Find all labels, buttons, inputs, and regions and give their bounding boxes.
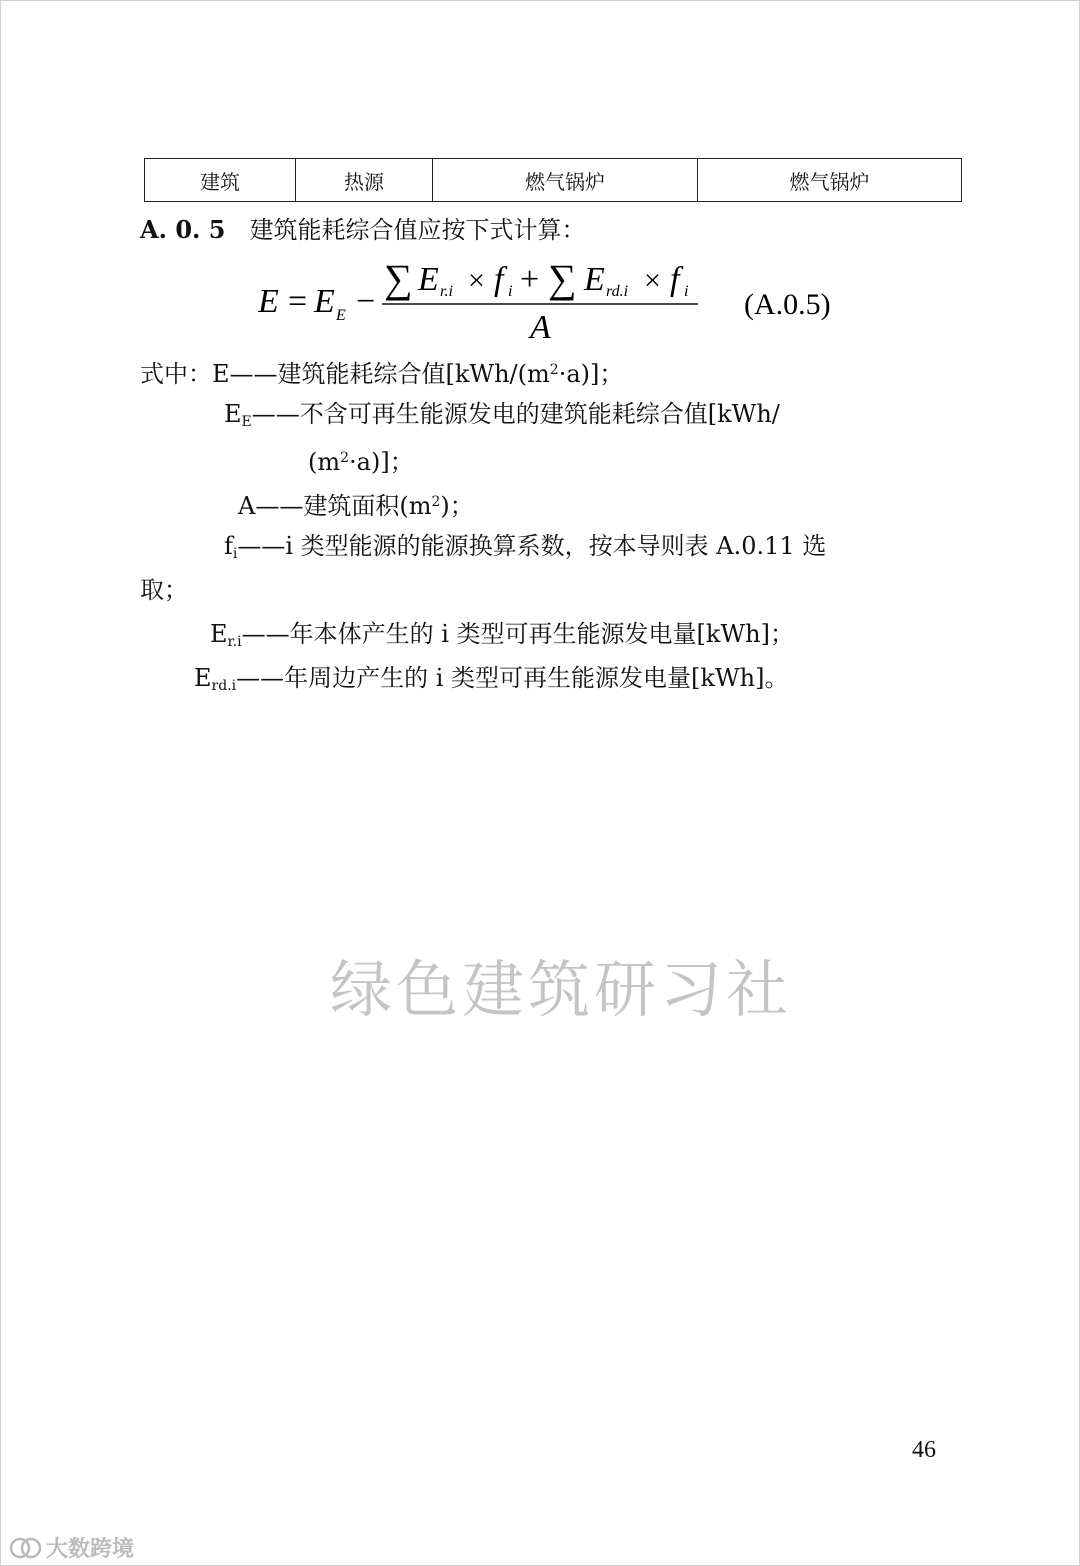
definition-EE-continued xyxy=(308,440,414,480)
formula-equals: = xyxy=(288,283,308,320)
definition-text: (m xyxy=(308,448,341,476)
formula-EE: E xyxy=(314,283,335,320)
definition-tail: )； xyxy=(440,492,474,520)
formula-f-1-sub: i xyxy=(508,283,513,300)
subscript: E xyxy=(241,414,252,430)
formula-f-2-sub: i xyxy=(684,283,689,300)
definition-text: ——不含可再生能源发电的建筑能耗综合值[kWh/ xyxy=(251,400,780,428)
definition-text: ——建筑面积(m xyxy=(255,492,432,520)
formula-A05 xyxy=(258,250,858,350)
definition-E xyxy=(140,352,623,392)
symbol-A: A xyxy=(238,492,256,520)
subscript: r.i xyxy=(227,634,242,650)
formula-denominator: A xyxy=(530,309,551,346)
definition-tail: ·a)]； xyxy=(558,360,624,388)
formula-Eri-sub: r.i xyxy=(440,283,453,300)
definition-fi-continued xyxy=(140,572,188,608)
definition-text: ——年周边产生的 i 类型可再生能源发电量[kWh]。 xyxy=(236,664,789,692)
definition-text: ——建筑能耗综合值[kWh/(m xyxy=(229,360,550,388)
formula-times-1: × xyxy=(468,264,485,297)
table-row xyxy=(145,159,962,202)
table-cell: 热源 xyxy=(296,159,433,202)
definition-Eri xyxy=(210,616,794,660)
definition-A xyxy=(238,484,474,524)
footer-logo-text: 大数跨境 xyxy=(46,1537,135,1562)
formula-f-2: f xyxy=(670,261,680,298)
symbol-E: E xyxy=(212,360,230,388)
section-heading xyxy=(140,212,585,248)
definition-EE xyxy=(224,396,780,440)
formula-sum-2: ∑ xyxy=(548,256,577,301)
superscript: 2 xyxy=(549,362,559,378)
formula-plus: + xyxy=(520,261,540,298)
page-number: 46 xyxy=(912,1437,936,1463)
symbol-E: E xyxy=(210,620,228,648)
watermark: 绿色建筑研习社 xyxy=(330,953,793,1026)
formula-Eri: E xyxy=(418,261,439,298)
definition-text: ——年本体产生的 i 类型可再生能源发电量[kWh]； xyxy=(241,620,794,648)
formula-Erdi-sub: rd.i xyxy=(606,283,629,300)
definition-fi xyxy=(224,528,826,572)
table-cell: 建筑 xyxy=(145,159,296,202)
formula-sum-1: ∑ xyxy=(384,256,413,301)
energy-source-table xyxy=(144,158,962,202)
superscript: 2 xyxy=(340,450,350,466)
subscript: rd.i xyxy=(211,678,237,694)
subscript: i xyxy=(232,546,238,562)
definition-text: ——i 类型能源的能源换算系数，按本导则表 A.0.11 选 xyxy=(237,532,827,560)
formula-svg xyxy=(258,250,858,350)
formula-minus: − xyxy=(356,283,376,320)
definition-intro: 式中： xyxy=(140,360,212,388)
symbol-E: E xyxy=(224,400,242,428)
table-cell: 燃气锅炉 xyxy=(698,159,962,202)
formula-label: (A.0.5) xyxy=(744,288,831,321)
superscript: 2 xyxy=(431,494,441,510)
definition-text: 取； xyxy=(140,576,188,604)
symbol-f: f xyxy=(224,532,233,560)
formula-EE-sub: E xyxy=(336,307,346,324)
formula-Erdi: E xyxy=(584,261,605,298)
section-number: A. 0. 5 xyxy=(140,215,226,244)
formula-f-1: f xyxy=(494,261,504,298)
section-title: 建筑能耗综合值应按下式计算： xyxy=(249,216,586,244)
footer-logo xyxy=(8,1532,134,1563)
formula-times-2: × xyxy=(644,264,661,297)
definition-tail: ·a)]； xyxy=(349,448,414,476)
formula-lhs: E xyxy=(258,283,279,320)
definition-Erdi xyxy=(194,660,788,704)
logo-icon xyxy=(8,1536,42,1560)
symbol-E: E xyxy=(194,664,212,692)
table-cell: 燃气锅炉 xyxy=(433,159,698,202)
